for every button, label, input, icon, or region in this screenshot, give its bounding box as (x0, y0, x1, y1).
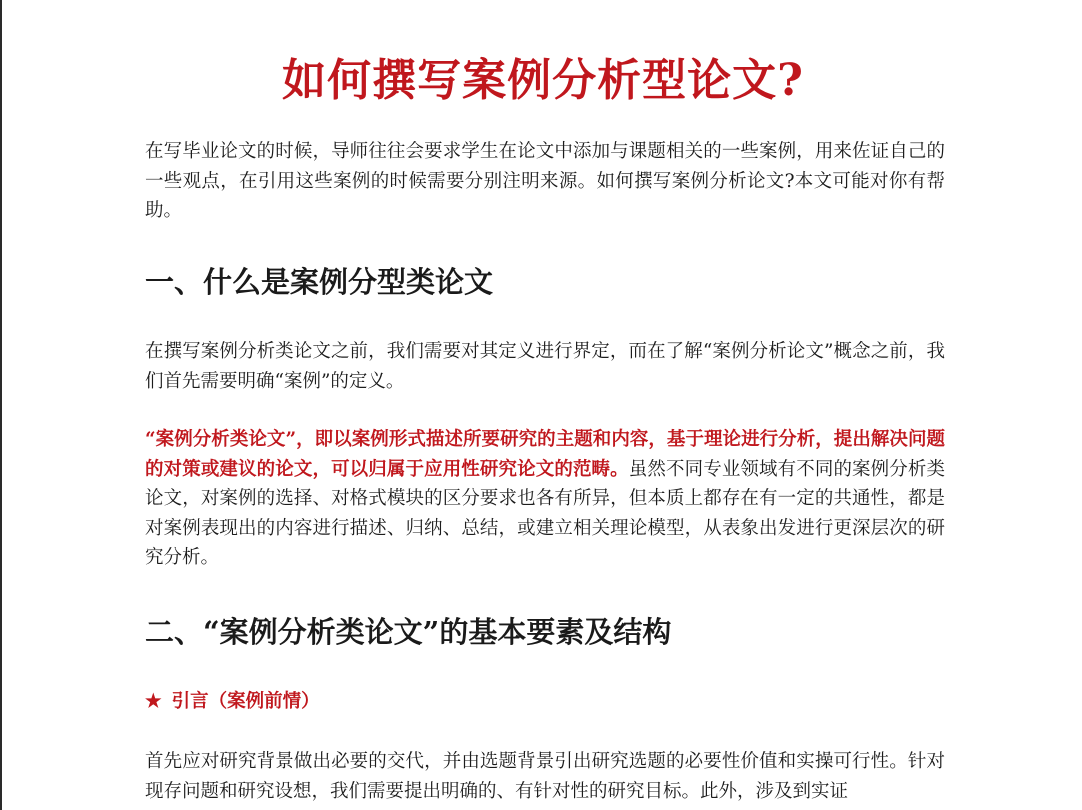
section-1-heading: 一、什么是案例分型类论文 (145, 265, 494, 299)
section-1-paragraph-1: 在撰写案例分析类论文之前，我们需要对其定义进行界定，而在了解“案例分析论文”概念之前，我们首先需要明确“案例”的定义。 (145, 341, 945, 392)
document-title: 如何撰写案例分析型论文? (282, 55, 804, 106)
star-icon: ★ (145, 691, 162, 712)
definition-continuation: 虽然不同专业领域有不同的案例分析类论文，对案例的选择、对格式模块的区分要求也各有所异，但本质上都存在有一定的共通性，都是对案例表现出的内容进行描述、归纳、总结，或建立相关理论模型，从表象出发进行更深层次的研究分析。 (145, 458, 945, 568)
definition-highlight: “案例分析类论文”，即以案例形式描述所要研究的主题和内容，基于理论进行分析，提出解决问题的对策或建议的论文，可以归属于应用性研究论文的范畴。 (145, 429, 945, 480)
section-2-paragraph-1: 首先应对研究背景做出必要的交代，并由选题背景引出研究选题的必要性价值和实操可行性。针对现存问题和研究设想，我们需要提出明确的、有针对性的研究目标。此外，涉及到实证 (145, 751, 945, 802)
intro-paragraph: 在写毕业论文的时候，导师往往会要求学生在论文中添加与课题相关的一些案例，用来佐证自己的一些观点，在引用这些案例的时候需要分别注明来源。如何撰写案例分析论文?本文可能对你有帮助。 (145, 141, 945, 221)
section-2-heading: 二、“案例分析类论文”的基本要素及结构 (145, 615, 672, 649)
section-1-paragraph-2 (145, 425, 945, 573)
subheading-introduction (145, 688, 945, 716)
subheading-label: 引言（案例前情） (171, 691, 320, 712)
